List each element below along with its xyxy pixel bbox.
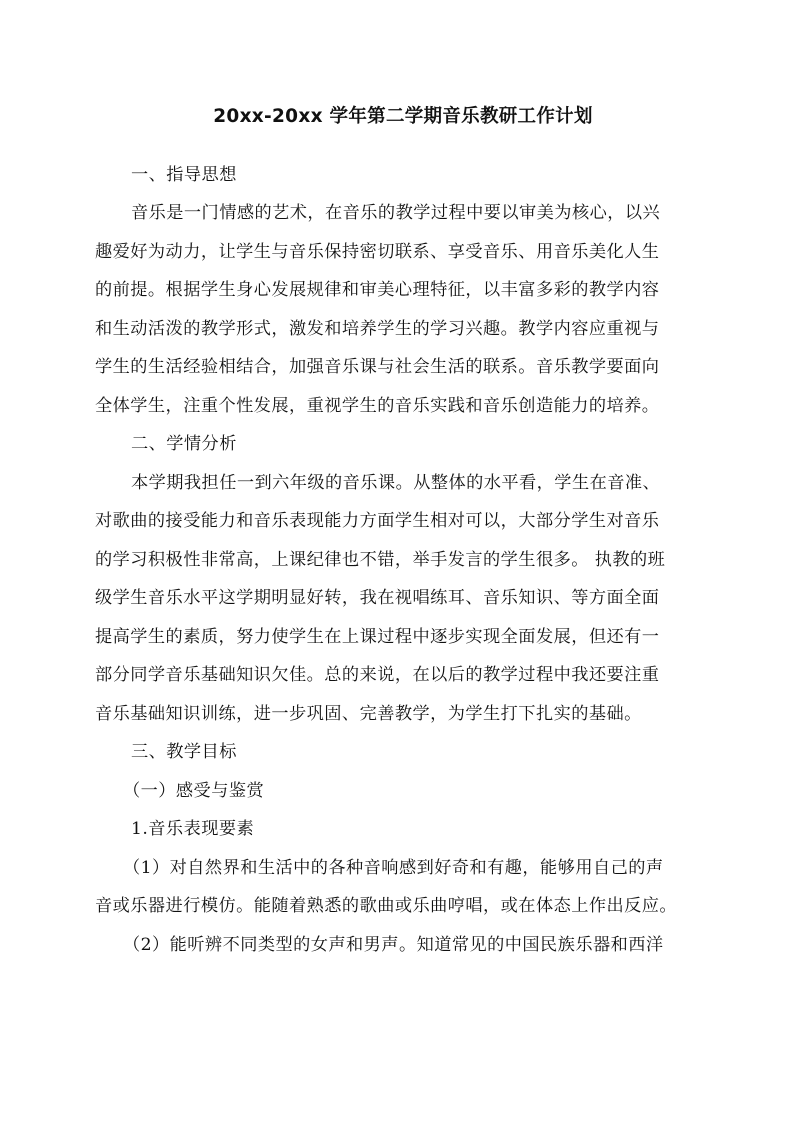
paragraph-line: 的学习积极性非常高，上课纪律也不错，举手发言的学生很多。 执教的班 [95, 550, 666, 570]
paragraph-line: 趣爱好为动力，让学生与音乐保持密切联系、享受音乐、用音乐美化人生 [95, 242, 660, 262]
paragraph-line: 音乐是一门情感的艺术，在音乐的教学过程中要以审美为核心，以兴 [131, 203, 661, 223]
section-heading-teaching-goals: 三、教学目标 [131, 742, 237, 762]
paragraph-line: 的前提。根据学生身心发展规律和审美心理特征，以丰富多彩的教学内容 [95, 280, 660, 300]
item-heading-musical-elements: 1.音乐表现要素 [131, 819, 255, 839]
paragraph-line: 提高学生的素质，努力使学生在上课过程中逐步实现全面发展，但还有一 [95, 627, 660, 647]
list-item-line: （2）能听辨不同类型的女声和男声。知道常见的中国民族乐器和西洋 [123, 935, 664, 955]
paragraph-line: 部分同学音乐基础知识欠佳。总的来说，在以后的教学过程中我还要注重 [95, 665, 660, 685]
paragraph-line: 本学期我担任一到六年级的音乐课。从整体的水平看，学生在音准、 [131, 473, 661, 493]
paragraph-line: 音乐基础知识训练，进一步巩固、完善教学，为学生打下扎实的基础。 [95, 704, 642, 724]
paragraph-line: 全体学生，注重个性发展，重视学生的音乐实践和音乐创造能力的培养。 [95, 396, 660, 416]
list-item-line: 音或乐器进行模仿。能随着熟悉的歌曲或乐曲哼唱，或在体态上作出反应。 [95, 896, 678, 916]
list-item-line: （1）对自然界和生活中的各种音响感到好奇和有趣，能够用自己的声 [123, 858, 664, 878]
subheading-perception-appreciation: （一）感受与鉴赏 [123, 781, 265, 801]
section-heading-guiding-ideology: 一、指导思想 [131, 165, 237, 185]
paragraph-line: 和生动活泼的教学形式，激发和培养学生的学习兴趣。教学内容应重视与 [95, 319, 660, 339]
section-heading-student-analysis: 二、学情分析 [131, 434, 237, 454]
document-title: 20xx-20xx 学年第二学期音乐教研工作计划 [213, 106, 593, 127]
paragraph-line: 对歌曲的接受能力和音乐表现能力方面学生相对可以，大部分学生对音乐 [95, 511, 660, 531]
paragraph-line: 学生的生活经验相结合，加强音乐课与社会生活的联系。音乐教学要面向 [95, 357, 660, 377]
paragraph-line: 级学生音乐水平这学期明显好转，我在视唱练耳、音乐知识、等方面全面 [95, 588, 660, 608]
